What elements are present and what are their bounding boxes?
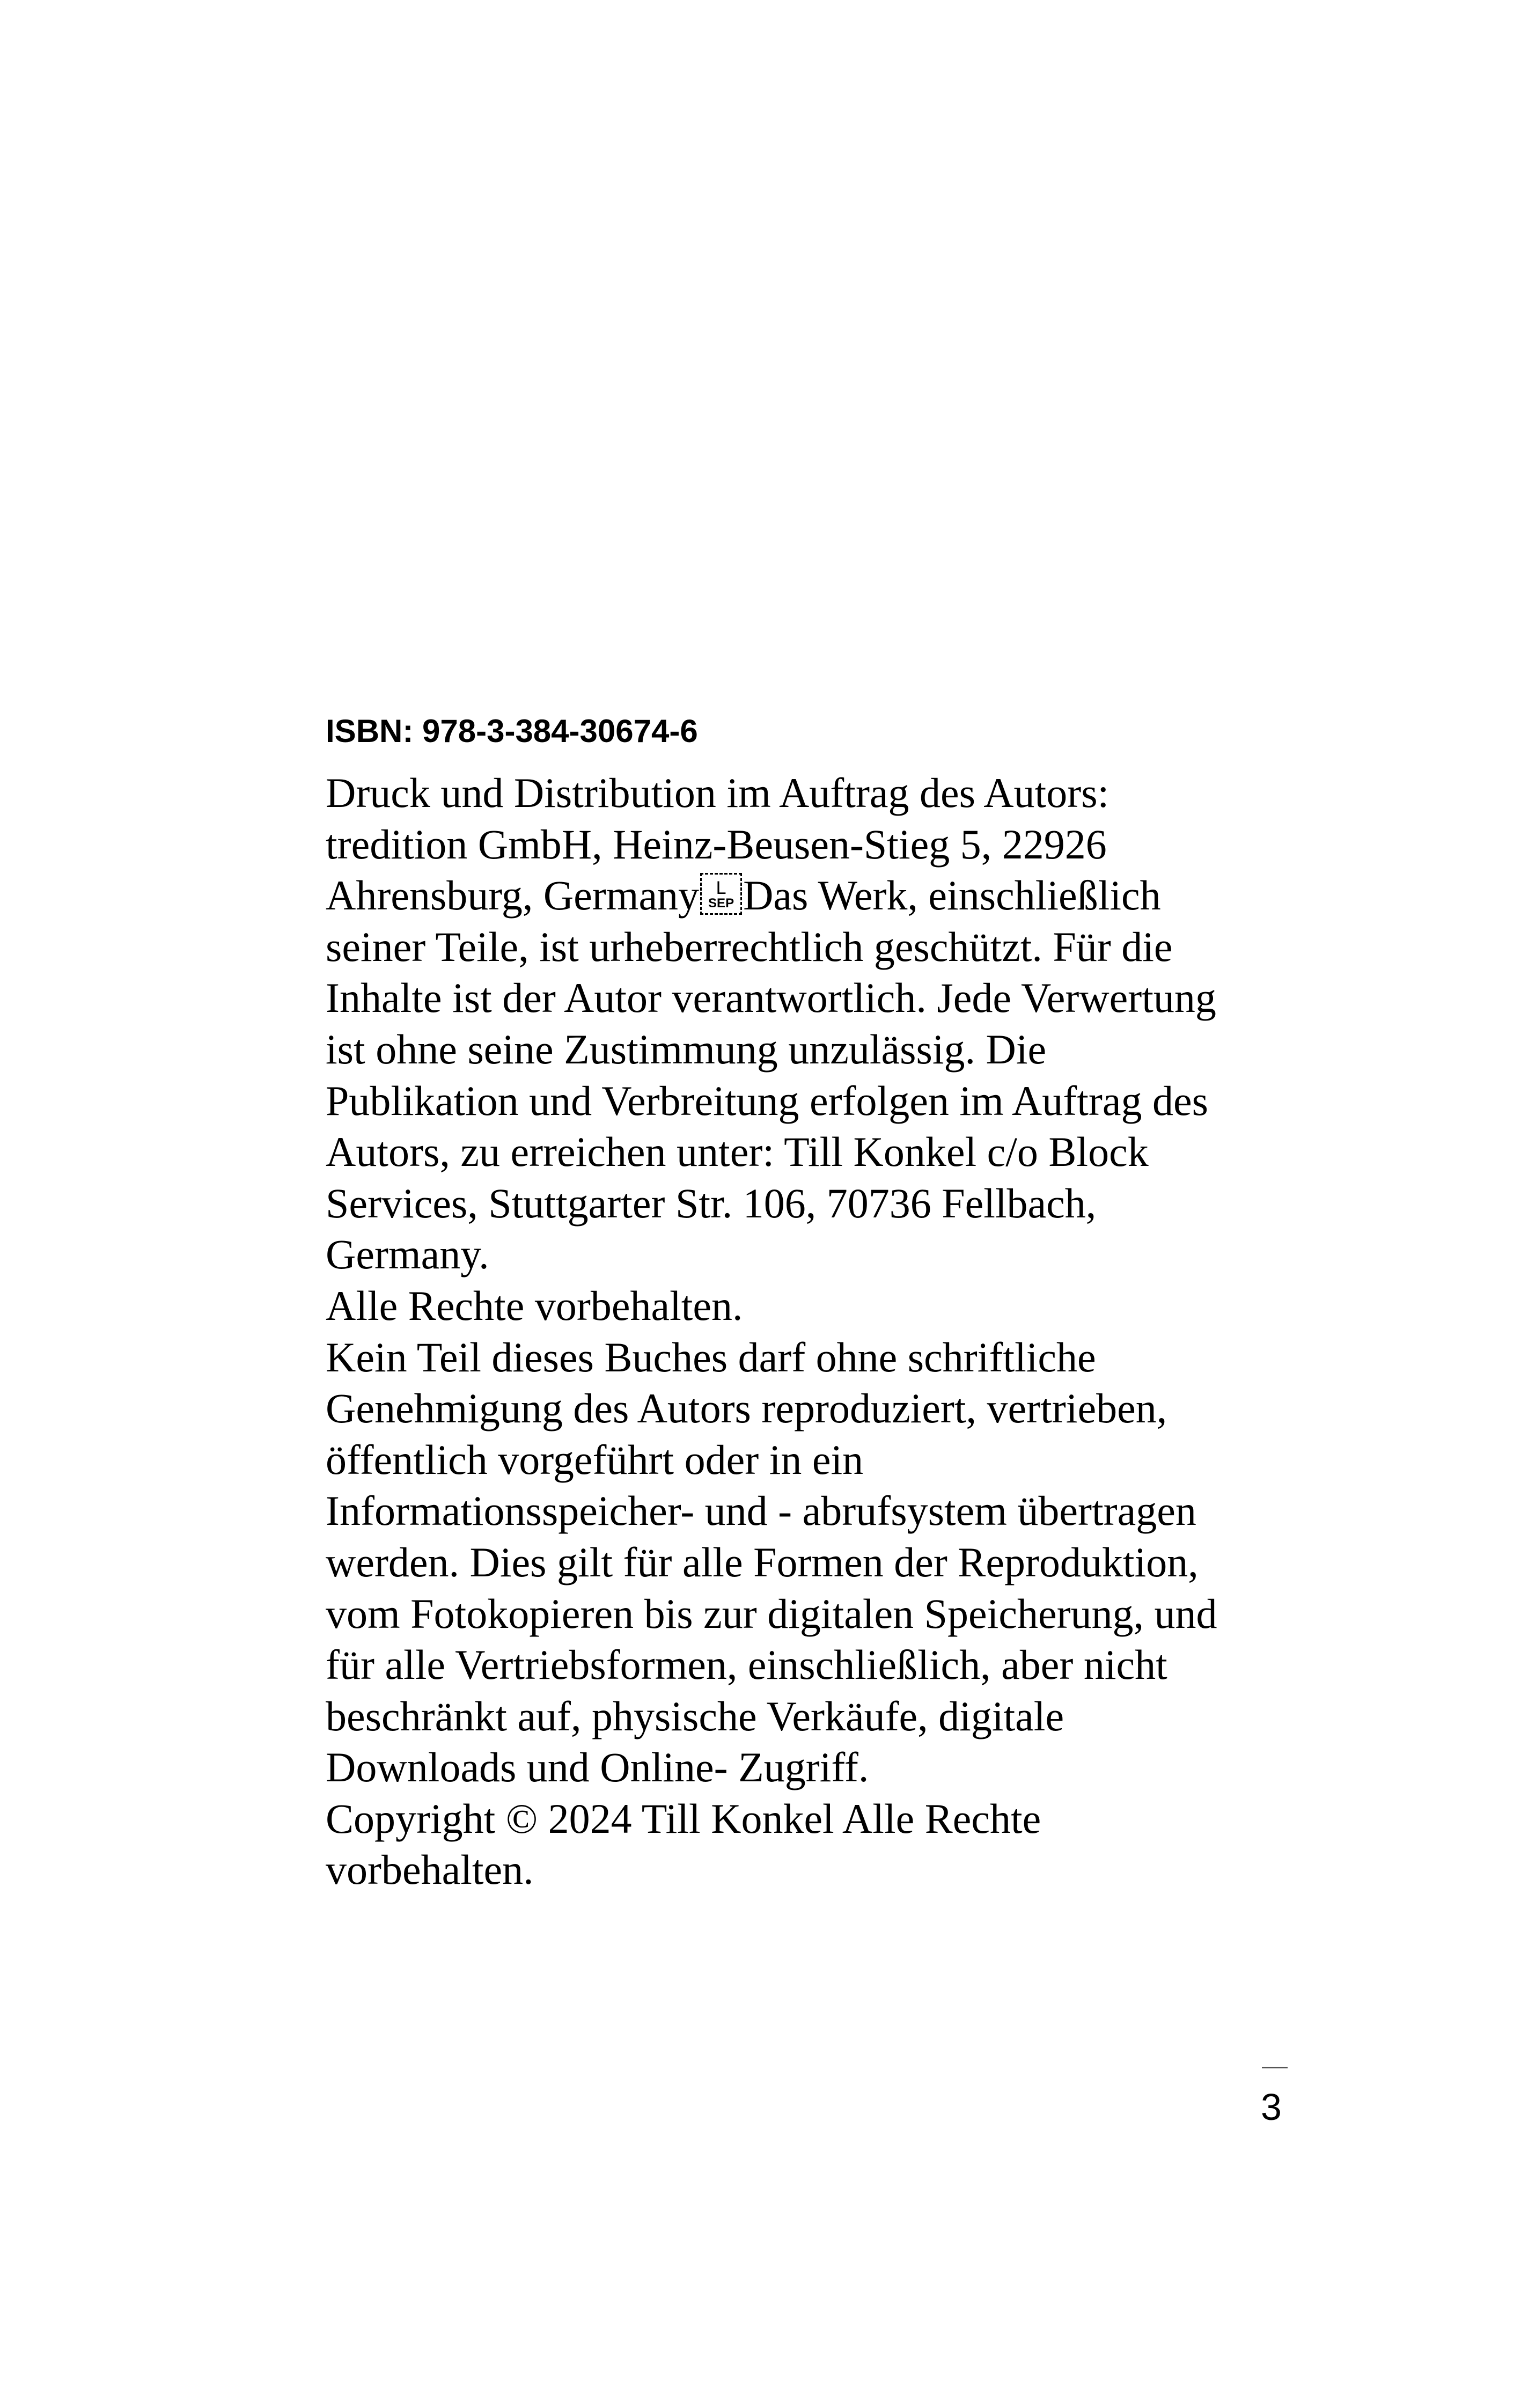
imprint-text-block [326,767,1334,1896]
imprint-line-2: tredition GmbH, Heinz-Beusen-Stieg 5, 22926 [326,820,1107,868]
imprint-line-10: Germany. [326,1231,489,1278]
imprint-line-8: Autors, zu erreichen unter: Till Konkel c/o Block [326,1128,1149,1176]
imprint-line-4: seiner Teile, ist urheberrechtlich geschützt. Für die [326,923,1173,970]
rights-reserved-line: Alle Rechte vorbehalten. [326,1282,743,1329]
imprint-line-1: Druck und Distribution im Auftrag des Autors: [326,769,1109,816]
notice-line-3: öffentlich vorgeführt oder in ein [326,1436,864,1483]
notice-line-8: beschränkt auf, physische Verkäufe, digitale [326,1692,1064,1739]
separator-glyph-icon [700,873,742,915]
imprint-line-6: ist ohne seine Zustimmung unzulässig. Die [326,1025,1047,1073]
notice-line-9: Downloads und Online- Zugriff. [326,1744,869,1791]
copyright-line-1: Copyright © 2024 Till Konkel Alle Rechte [326,1795,1041,1842]
notice-line-4: Informationsspeicher- und - abrufsystem übertragen [326,1487,1196,1535]
notice-line-1: Kein Teil dieses Buches darf ohne schriftliche [326,1333,1096,1381]
imprint-line-3-end: Das Werk, einschließlich [743,872,1161,919]
isbn-line: ISBN: 978-3-384-30674-6 [326,713,698,749]
notice-line-5: werden. Dies gilt für alle Formen der Reproduktion, [326,1538,1199,1585]
imprint-line-5: Inhalte ist der Autor verantwortlich. Jede Verwertung [326,974,1216,1022]
copyright-line-2: vorbehalten. [326,1846,534,1893]
separator-glyph-bottom: SEP [708,896,734,911]
notice-line-2: Genehmigung des Autors reproduziert, vertrieben, [326,1385,1167,1432]
separator-glyph-top: L [716,878,726,899]
page-number: 3 [1261,2086,1282,2128]
imprint-line-3-start: Ahrensburg, Germany [326,872,700,919]
page-number-rule [1262,2067,1288,2068]
imprint-line-7: Publikation und Verbreitung erfolgen im Auftrag des [326,1077,1208,1124]
imprint-line-9: Services, Stuttgarter Str. 106, 70736 Fellbach, [326,1179,1097,1227]
notice-line-6: vom Fotokopieren bis zur digitalen Speicherung, und [326,1590,1217,1637]
notice-line-7: für alle Vertriebsformen, einschließlich, aber nicht [326,1641,1167,1688]
imprint-line-3 [326,870,1334,921]
